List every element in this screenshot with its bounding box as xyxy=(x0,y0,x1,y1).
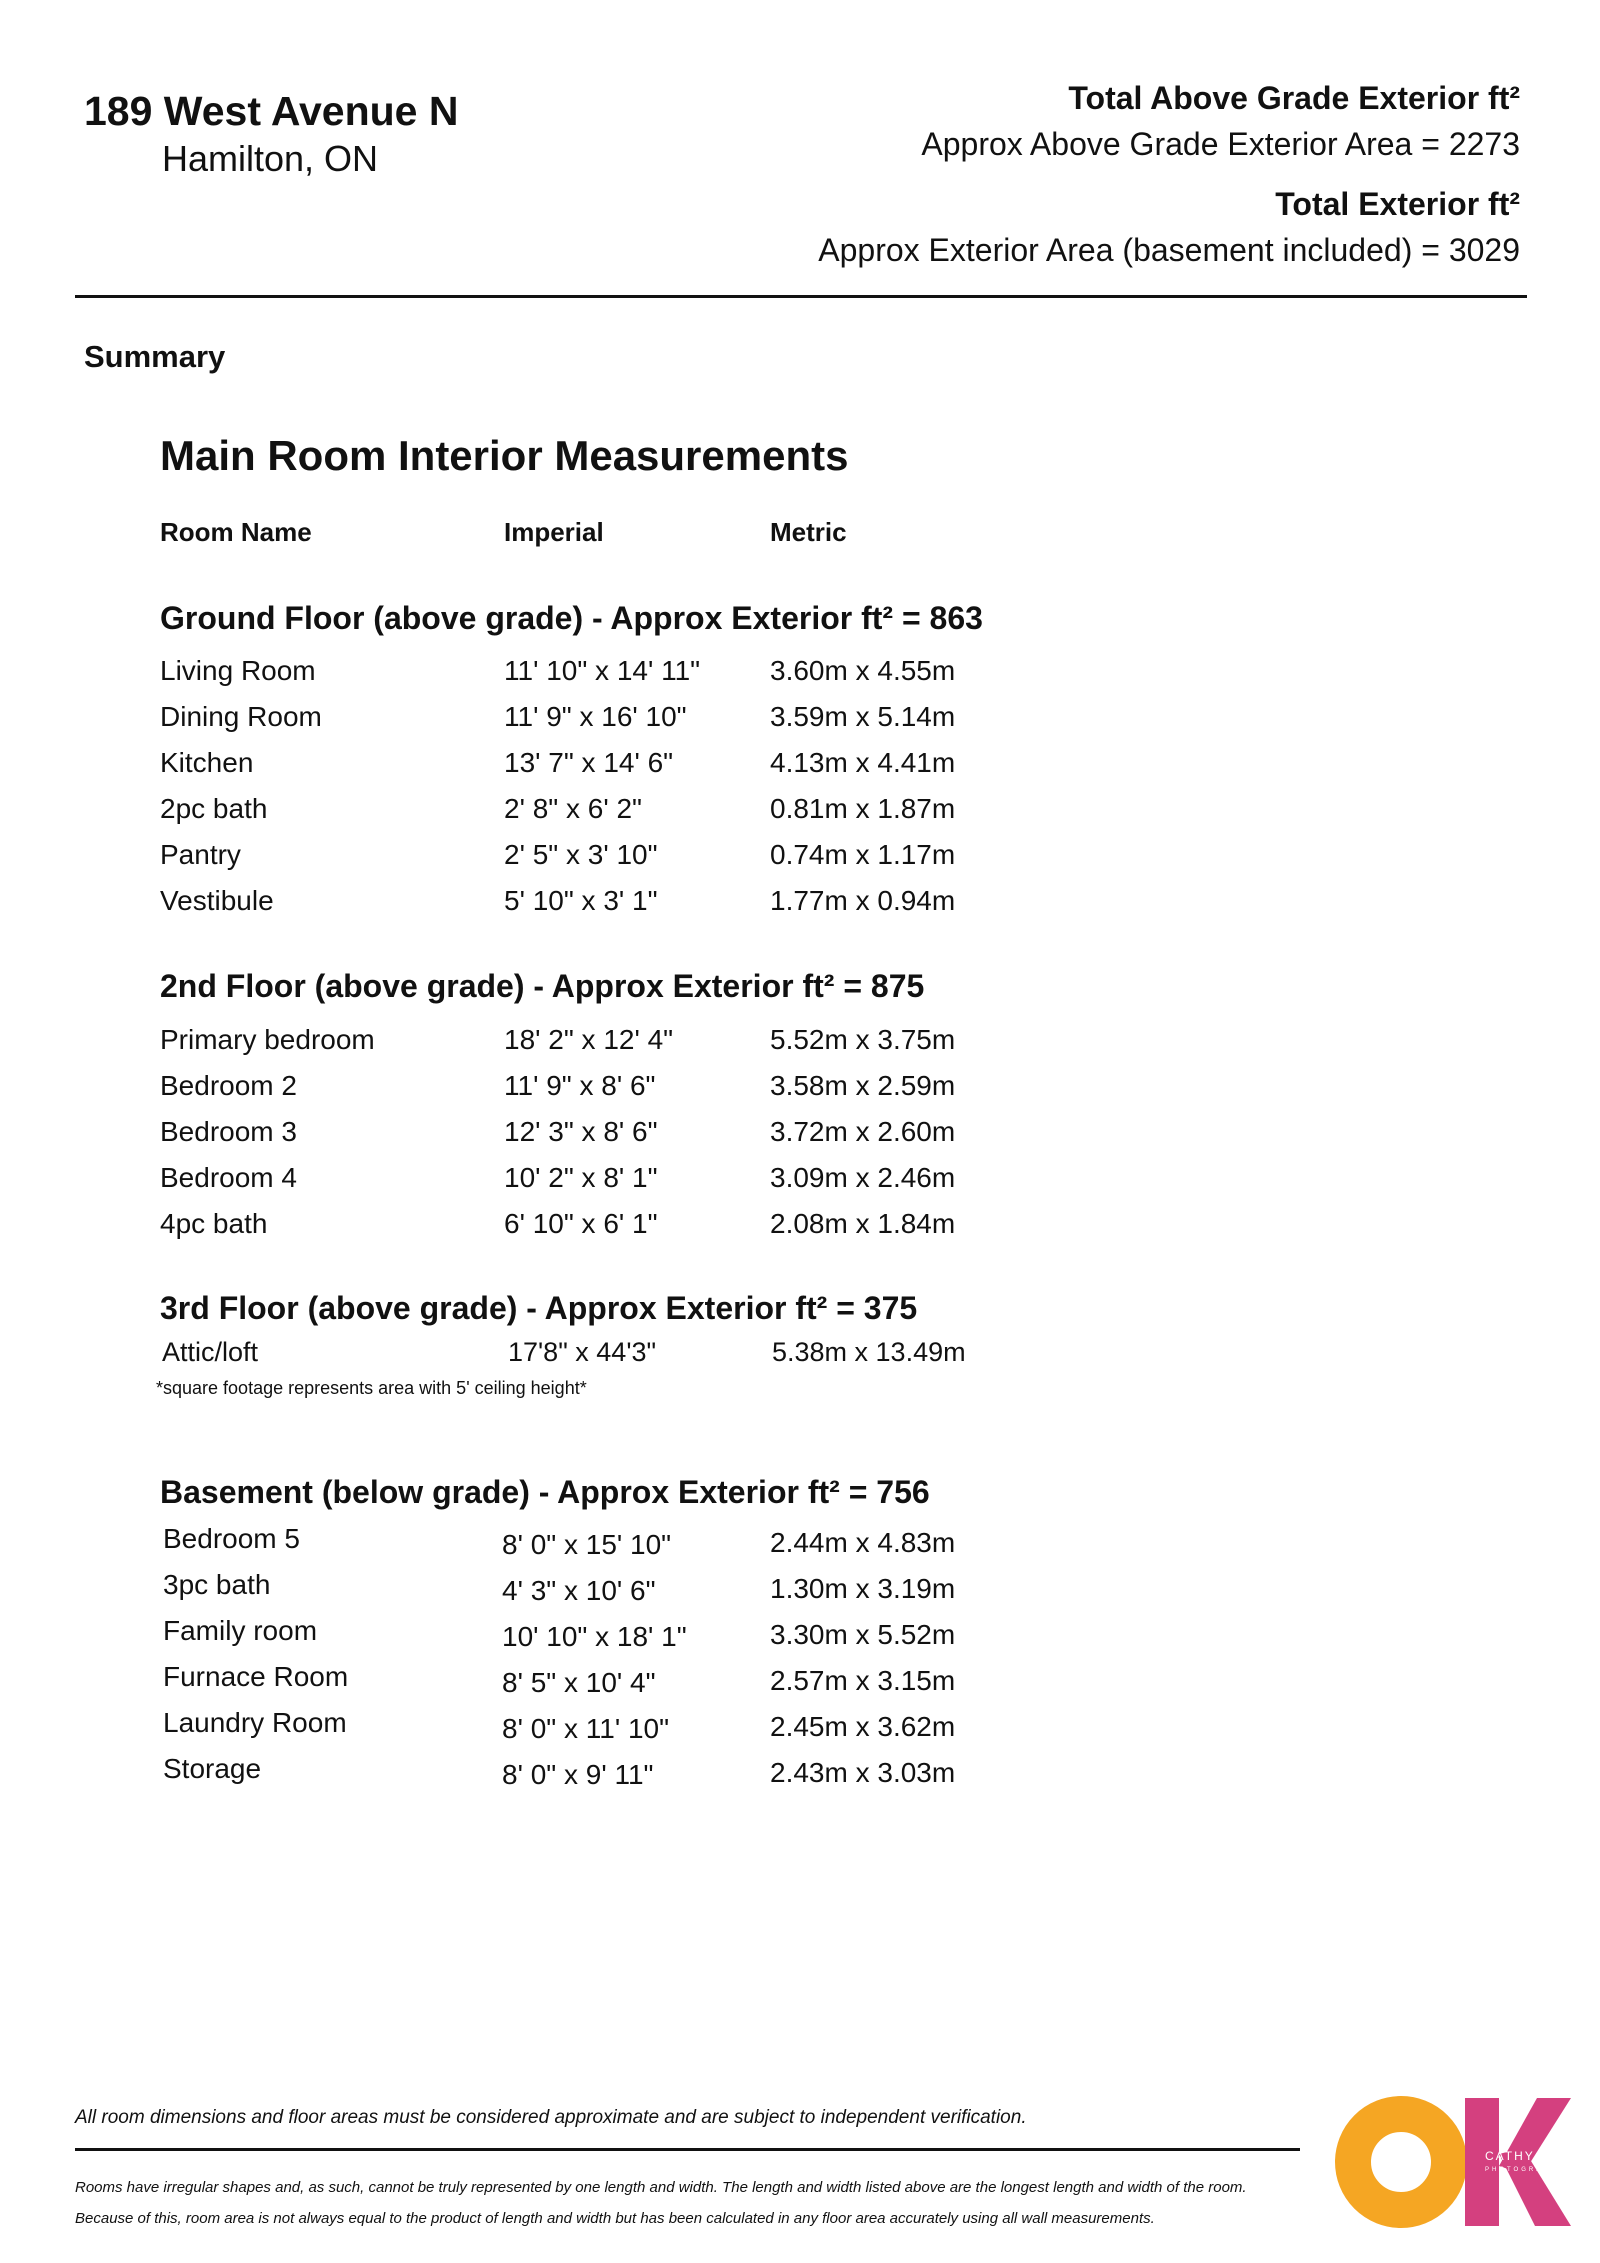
room-imperial: 13' 7" x 14' 6" xyxy=(504,747,674,778)
measurement-note-line-2: Because of this, room area is not always equal to the product of length and width but has been calculated in any floor area accurately using all wall measurements. xyxy=(75,2210,1155,2227)
section-title-basement: Basement (below grade) - Approx Exterior ft² = 756 xyxy=(160,1474,930,1510)
room-metric: 3.30m x 5.52m xyxy=(770,1619,956,1650)
section-title-third-floor: 3rd Floor (above grade) - Approx Exterior ft² = 375 xyxy=(160,1290,918,1326)
total-exterior-title: Total Exterior ft² xyxy=(1275,186,1520,222)
room-metric: 2.43m x 3.03m xyxy=(770,1757,956,1788)
measurement-note-line-1: Rooms have irregular shapes and, as such, cannot be truly represented by one length and width. The length and width listed above are the longest length and width of the room. xyxy=(75,2179,1247,2196)
column-header-room: Room Name xyxy=(160,517,312,547)
cathy-koop-logo xyxy=(1335,2096,1583,2228)
logo-o-mark xyxy=(1353,2114,1449,2210)
room-imperial: 11' 10" x 14' 11" xyxy=(504,655,701,686)
room-imperial: 2' 5" x 3' 10" xyxy=(504,839,658,870)
total-exterior-label: Approx Exterior Area (basement included) = xyxy=(818,232,1449,268)
column-header-imperial: Imperial xyxy=(504,517,604,547)
logo-brand-sub: PHOTOGRAPHY xyxy=(1485,2167,1565,2173)
measurement-notes xyxy=(75,2172,1305,2234)
room-imperial: 10' 2" x 8' 1" xyxy=(504,1162,658,1193)
ceiling-height-note: *square footage represents area with 5' ceiling height* xyxy=(156,1378,587,1398)
room-imperial: 10' 10" x 18' 1" xyxy=(502,1621,687,1652)
verification-disclaimer: All room dimensions and floor areas must be considered approximate and are subject to independent verification. xyxy=(75,2107,1027,2128)
room-imperial: 5' 10" x 3' 1" xyxy=(504,885,658,916)
room-imperial: 8' 0" x 15' 10" xyxy=(502,1529,672,1560)
room-name: Pantry xyxy=(160,839,241,870)
room-metric: 4.13m x 4.41m xyxy=(770,747,956,778)
room-name: 3pc bath xyxy=(163,1569,271,1600)
room-imperial: 2' 8" x 6' 2" xyxy=(504,793,642,824)
room-imperial: 11' 9" x 16' 10" xyxy=(504,701,687,732)
room-name: Primary bedroom xyxy=(160,1024,375,1055)
room-name: Bedroom 3 xyxy=(160,1116,297,1147)
property-address: 189 West Avenue N xyxy=(84,88,459,134)
room-name: 4pc bath xyxy=(160,1208,268,1239)
logo-brand-name: CATHY KOOP xyxy=(1485,2149,1583,2163)
measurements-title: Main Room Interior Measurements xyxy=(160,432,849,479)
room-name: Bedroom 5 xyxy=(163,1523,300,1554)
room-metric: 3.59m x 5.14m xyxy=(770,701,956,732)
room-metric: 5.52m x 3.75m xyxy=(770,1024,956,1055)
room-name: Attic/loft xyxy=(162,1337,259,1367)
room-imperial: 12' 3" x 8' 6" xyxy=(504,1116,658,1147)
room-imperial: 8' 0" x 11' 10" xyxy=(502,1713,670,1744)
room-imperial: 8' 5" x 10' 4" xyxy=(502,1667,656,1698)
room-metric: 1.77m x 0.94m xyxy=(770,885,956,916)
room-metric: 2.45m x 3.62m xyxy=(770,1711,956,1742)
room-metric: 1.30m x 3.19m xyxy=(770,1573,956,1604)
total-exterior-line xyxy=(818,232,1520,269)
room-metric: 3.72m x 2.60m xyxy=(770,1116,956,1147)
room-name: Bedroom 4 xyxy=(160,1162,297,1193)
footer-divider xyxy=(75,2148,1300,2151)
room-name: 2pc bath xyxy=(160,793,268,824)
room-name: Bedroom 2 xyxy=(160,1070,297,1101)
room-name: Kitchen xyxy=(160,747,254,778)
above-grade-label: Approx Above Grade Exterior Area = xyxy=(921,126,1449,162)
room-metric: 3.60m x 4.55m xyxy=(770,655,956,686)
header-divider xyxy=(75,295,1527,298)
room-imperial: 18' 2" x 12' 4" xyxy=(504,1024,674,1055)
room-imperial: 8' 0" x 9' 11" xyxy=(502,1759,654,1790)
room-name: Laundry Room xyxy=(163,1707,347,1738)
section-title-ground-floor: Ground Floor (above grade) - Approx Exterior ft² = 863 xyxy=(160,600,983,636)
room-imperial: 6' 10" x 6' 1" xyxy=(504,1208,658,1239)
room-metric: 2.57m x 3.15m xyxy=(770,1665,956,1696)
column-header-metric: Metric xyxy=(770,517,847,547)
above-grade-value: 2273 xyxy=(1448,126,1520,162)
room-imperial: 4' 3" x 10' 6" xyxy=(502,1575,656,1606)
room-name: Furnace Room xyxy=(163,1661,349,1692)
room-metric: 5.38m x 13.49m xyxy=(772,1337,966,1367)
section-title-second-floor: 2nd Floor (above grade) - Approx Exterior ft² = 875 xyxy=(160,968,925,1004)
room-metric: 0.81m x 1.87m xyxy=(770,793,956,824)
room-metric: 3.09m x 2.46m xyxy=(770,1162,956,1193)
summary-label: Summary xyxy=(84,339,226,374)
room-imperial: 11' 9" x 8' 6" xyxy=(504,1070,656,1101)
room-name: Family room xyxy=(163,1615,318,1646)
room-metric: 3.58m x 2.59m xyxy=(770,1070,956,1101)
room-metric: 2.44m x 4.83m xyxy=(770,1527,956,1558)
room-name: Storage xyxy=(163,1753,262,1784)
above-grade-line xyxy=(921,126,1520,163)
room-name: Vestibule xyxy=(160,885,274,916)
room-name: Dining Room xyxy=(160,701,322,732)
room-name: Living Room xyxy=(160,655,316,686)
total-exterior-value: 3029 xyxy=(1448,232,1520,268)
room-metric: 0.74m x 1.17m xyxy=(770,839,956,870)
property-city: Hamilton, ON xyxy=(162,138,379,179)
above-grade-title: Total Above Grade Exterior ft² xyxy=(1068,80,1520,116)
room-imperial: 17'8" x 44'3" xyxy=(508,1337,657,1367)
room-metric: 2.08m x 1.84m xyxy=(770,1208,956,1239)
